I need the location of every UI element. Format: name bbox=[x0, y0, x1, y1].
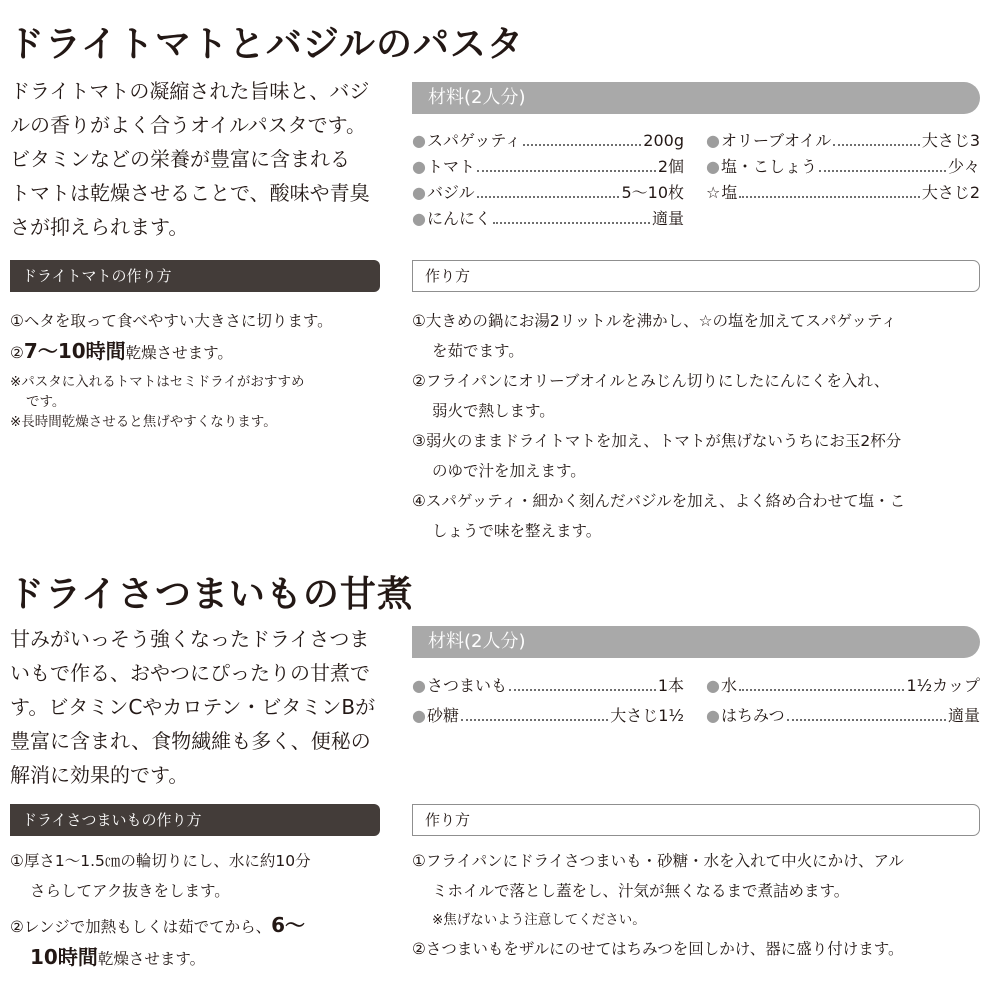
recipe2-method bbox=[412, 846, 992, 964]
ingredient-row: ● オリーブオイル 大さじ3 bbox=[706, 131, 980, 150]
ingredient-row: ● トマト 2個 bbox=[412, 157, 684, 176]
recipe2-title: ドライさつまいもの甘煮 bbox=[8, 574, 414, 615]
recipe2-ingredients-right bbox=[706, 673, 980, 733]
recipe1-dry-steps: ①ヘタを取って食べやすい大きさに切ります。 ②7〜10時間乾燥させます。 ※パスタに入れるトマトはセミドライがおすすめ です。 ※長時間乾燥させると焦げやすくなります。 bbox=[10, 312, 333, 430]
recipe1-method bbox=[412, 306, 992, 546]
recipe1-dry-header: ドライトマトの作り方 bbox=[10, 260, 380, 292]
method-step: ④スパゲッティ・細かく刻んだバジルを加え、よく絡め合わせて塩・こ しょうで味を整えます。 bbox=[412, 492, 906, 540]
recipe2-dry-header: ドライさつまいもの作り方 bbox=[10, 804, 380, 836]
method-step: ③弱火のままドライトマトを加え、トマトが焦げないうちにお玉2杯分 のゆで汁を加えます。 bbox=[412, 432, 902, 480]
ingredient-row: ● バジル 5〜10枚 bbox=[412, 183, 684, 202]
method-step: ②さつまいもをザルにのせてはちみつを回しかけ、器に盛り付けます。 bbox=[412, 940, 904, 958]
recipe1-intro: ドライトマトの凝縮された旨味と、バジ ルの香りがよく合うオイルパスタです。 ビタミンなどの栄養が豊富に含まれる トマトは乾燥させることで、酸味や青臭 さが抑えられます。 bbox=[10, 79, 370, 239]
recipe2-dry-steps: ①厚さ1〜1.5㎝の輪切りにし、水に約10分 さらしてアク抜きをします。 ②レンジで加熱もしくは茹でてから、6〜 10時間乾燥させます。 bbox=[10, 852, 311, 969]
recipe2-ingredients-left bbox=[412, 673, 684, 733]
method-step: ②フライパンにオリーブオイルとみじん切りにしたにんにくを入れ、 弱火で熱します。 bbox=[412, 372, 890, 420]
recipe1-ingredients-left bbox=[412, 128, 684, 232]
ingredient-row: ● 塩・こしょう 少々 bbox=[706, 157, 980, 176]
ingredient-row: ● 水 1½カップ bbox=[706, 676, 980, 695]
recipe2-method-header: 作り方 bbox=[412, 804, 980, 836]
recipe2-ingredients-header: 材料(2人分) bbox=[412, 626, 980, 658]
recipe1-ingredients-right bbox=[706, 128, 980, 206]
ingredient-row: ● にんにく 適量 bbox=[412, 209, 684, 228]
recipe2-intro: 甘みがいっそう強くなったドライさつま いもで作る、おやつにぴったりの甘煮で す。ビタミンCやカロテン・ビタミンBが 豊富に含まれ、食物繊維も多く、便秘の 解消に効果的です。 bbox=[10, 627, 376, 787]
ingredient-row: ☆ 塩 大さじ2 bbox=[706, 183, 980, 202]
recipe1-ingredients-header: 材料(2人分) bbox=[412, 82, 980, 114]
ingredient-row: ● 砂糖 大さじ1½ bbox=[412, 706, 684, 725]
method-step: ①大きめの鍋にお湯2リットルを沸かし、☆の塩を加えてスパゲッティ を茹でます。 bbox=[412, 312, 897, 360]
ingredient-row: ● はちみつ 適量 bbox=[706, 706, 980, 725]
method-step: ①フライパンにドライさつまいも・砂糖・水を入れて中火にかけ、アル ミホイルで落とし蓋をし、汁気が無くなるまで煮詰めます。 bbox=[412, 852, 904, 900]
ingredient-row: ● スパゲッティ 200g bbox=[412, 131, 684, 150]
method-note: ※焦げないよう注意してください。 bbox=[432, 912, 646, 928]
ingredient-row: ● さつまいも 1本 bbox=[412, 676, 684, 695]
recipe1-method-header: 作り方 bbox=[412, 260, 980, 292]
recipe1-title: ドライトマトとバジルのパスタ bbox=[8, 24, 525, 65]
